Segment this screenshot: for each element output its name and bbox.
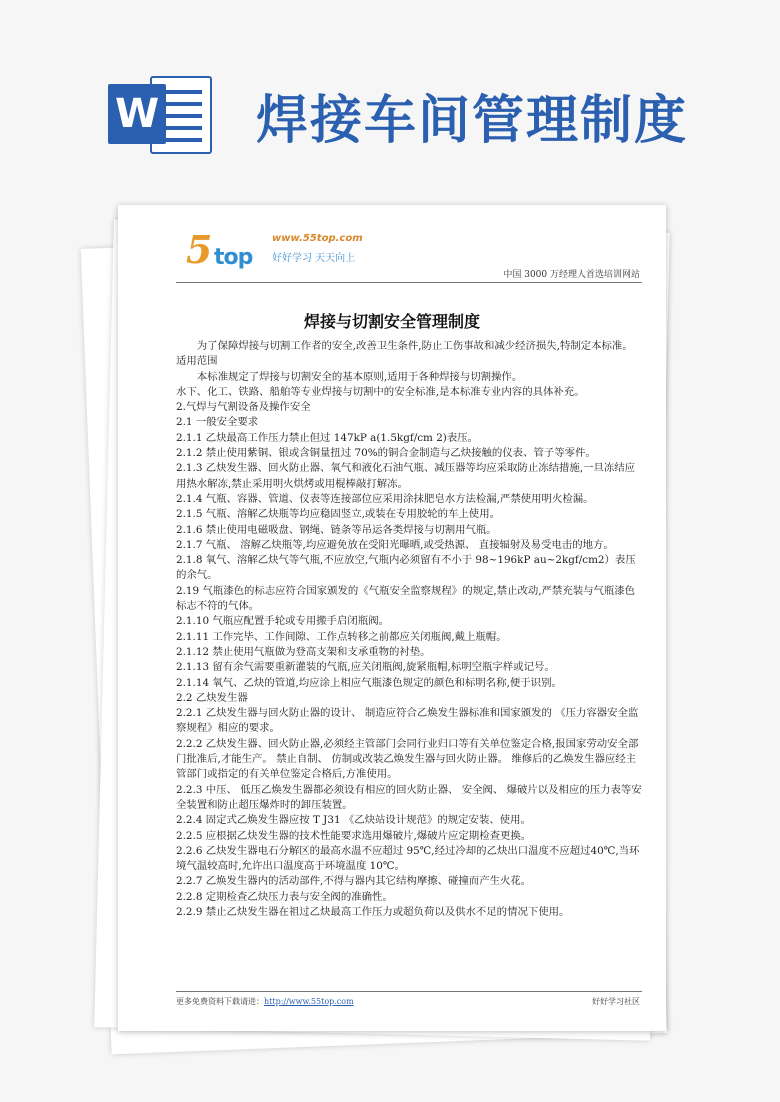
paragraph: 2.19 气瓶漆色的标志应符合国家颁发的《气瓶安全监察规程》的规定,禁止改动,严禁充装与气瓶漆色标志不符的气体。 <box>176 584 636 613</box>
word-document-icon <box>108 66 212 158</box>
paragraph: 2.1.12 禁止使用气瓶做为登高支架和支承重物的衬垫。 <box>176 645 431 658</box>
paragraph: 2.气焊与气割设备及操作安全 <box>176 401 311 414</box>
paragraph: 2.1.6 禁止使用电磁吸盘、钢绳、链条等吊运各类焊接与切割用气瓶。 <box>176 523 497 536</box>
document-title: 焊接与切割安全管理制度 <box>303 312 480 331</box>
paragraph: 适用范围 <box>176 355 218 368</box>
paragraph: 2.1.14 氧气、乙炔的管道,均应涂上相应气瓶漆色规定的颜色和标明名称,便于识别。 <box>176 676 562 689</box>
paragraph: 2.2.7 乙焕发生器内的活动部件,不得与器内其它结构摩擦、碰撞而产生火花。 <box>176 875 532 888</box>
paragraph: 2.2.9 禁止乙炔发生器在祖过乙炔最高工作压力或超负荷以及供水不足的情况下使用。 <box>176 905 570 918</box>
paragraph: 2.2 乙炔发生器 <box>176 691 248 704</box>
footer-community: 好好学习社区 <box>592 997 640 1006</box>
paragraph: 2.1.13 留有余气需要重新灌装的气瓶,应关闭瓶阀,旋紧瓶帽,标明空瓶字样或记号。 <box>176 661 555 674</box>
paragraph: 2.1 一般安全要求 <box>176 416 259 429</box>
banner <box>0 0 780 200</box>
paragraph: 2.2.4 固定式乙焕发生器应按 T J31 《乙炔站设计规范》的规定安装、使用。 <box>176 814 531 827</box>
logo-number: 5 <box>186 227 213 272</box>
banner-title: 焊接车间管理制度 <box>256 91 689 151</box>
logo-wordmark: top <box>214 245 253 270</box>
paragraph: 2.1.10 气瓶应配置手轮或专用搬手启闭瓶阀。 <box>176 615 389 628</box>
paragraph: 2.1.5 气瓶、溶解乙炔瓶等均应稳固竖立,或装在专用胶轮的车上使用。 <box>176 508 500 521</box>
footer-divider <box>176 991 642 992</box>
paragraph: 2.1.8 氧气、溶解乙炔气等气瓶,不应放空,气瓶内必须留有不小于 98~196kP au~2kgf/cm2）表压的余气。 <box>176 554 636 582</box>
header-site-label: 中国 3000 万经理人首选培训网站 <box>503 270 640 280</box>
document-page <box>118 205 666 1031</box>
paragraph: 2.1.4 气瓶、容器、管道、仪表等连接部位应采用涂抹肥皂水方法检漏,严禁使用明火检漏。 <box>176 492 594 505</box>
word-letter-badge: W <box>108 84 166 144</box>
header-divider <box>176 282 642 283</box>
logo-slogan: 好好学习 天天向上 <box>272 253 356 264</box>
footer-label: 更多免费资料下载请进： <box>176 997 264 1006</box>
paragraph: 2.1.7 气瓶、 溶解乙炔瓶等,均应避免放在受阳光曝晒,或受热源、 直接辐射及易受电击的地方。 <box>176 538 614 551</box>
paragraph: 2.2.5 应根据乙炔发生器的技术性能要求选用爆破片,爆破片应定期检查更换。 <box>176 829 532 842</box>
paragraph: 水下、化工、铁路、船舶等专业焊接与切割中的安全标准,是本标准专业内容的具体补充。 <box>176 385 585 398</box>
paragraph: 2.1.1 乙炔最高工作压力禁止但过 147kP a(1.5kgf/cm 2)表压。 <box>176 431 479 444</box>
logo-url: www.55top.com <box>272 233 363 244</box>
paragraph: 2.2.1 乙炔发生器与回火防止器的设计、 制造应符合乙焕发生器标准和国家颁发的 《压力容器安全监察规程》相应的要求。 <box>176 707 639 735</box>
footer-link[interactable]: http://www.55top.com <box>264 997 354 1006</box>
paragraph: 2.1.2 禁止使用紫铜、银或含铜量扭过 70%的铜合金制造与乙炔接触的仪表、管子等零件。 <box>176 447 596 460</box>
footer-download <box>176 996 354 1007</box>
paragraph: 2.2.3 中压、 低压乙焕发生器都必须设有相应的回火防止器、 安全阀、 爆破片以及相应的压力表等安全装置和防止超压爆炸时的卸压装置。 <box>176 783 642 811</box>
paragraph: 2.2.8 定期检查乙炔压力表与安全阀的准确性。 <box>176 890 393 903</box>
paragraph: 2.2.6 乙炔发生器电石分解区的最高水温不应超过 95℃,经过冷却的乙炔出口温度不应超过40℃,当环境气温较高时,允许出口温度高于环境温度 10℃。 <box>176 844 640 873</box>
paragraph: 2.1.3 乙炔发生器、回火防止器、氧气和液化石油气瓶、减压器等均应采取防止冻结措施,一旦冻结应用热水解冻,禁止采用明火烘烤或用棍棒敲打解冻。 <box>176 462 636 490</box>
paragraph: 2.1.11 工作完毕、工作间隙、工作点转移之前都应关闭瓶阀,戴上瓶帽。 <box>176 630 507 643</box>
document-body <box>176 339 642 920</box>
paragraph: 为了保障焊接与切割工作者的安全,改善卫生条件,防止工伤事故和减少经济损失,特制定本标准。 <box>196 340 633 352</box>
site-logo <box>180 227 380 279</box>
paragraph: 2.2.2 乙炔发生器、回火防止器,必须经主管部门会同行业归口等有关单位鉴定合格,报国家劳动安全部门批准后,才能生产。 禁止自制、 仿制或改装乙焕发生器与回火防止器。 维修后的乙焕发生器应经主管部门或指定的有关单位鉴定合格后,方准使用。 <box>176 737 639 781</box>
paragraph: 本标准规定了焊接与切割安全的基本原则,适用于各种焊接与切割操作。 <box>196 370 523 383</box>
